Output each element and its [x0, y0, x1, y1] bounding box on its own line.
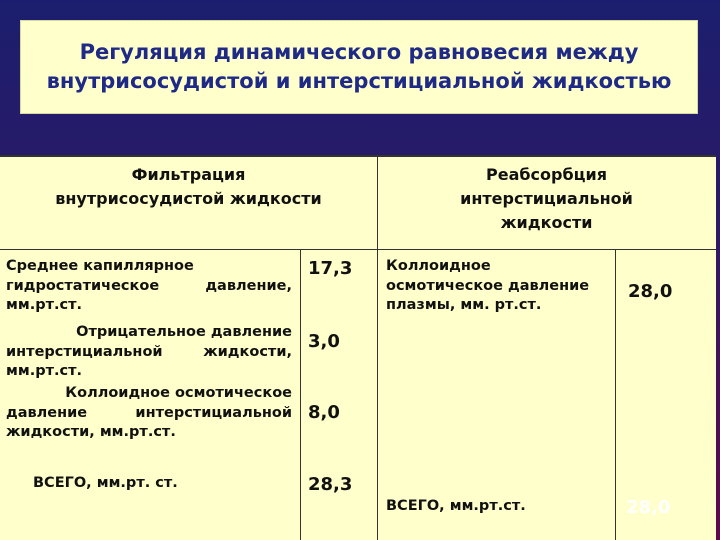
reabsorption-item-label: Коллоидное осмотическое давление плазмы, мм. рт.ст. [386, 258, 590, 313]
reabsorption-total-label: ВСЕГО, мм.рт.ст. [386, 498, 526, 514]
filtration-item-1-value: 17,3 [308, 258, 353, 279]
table-divider-right-values [615, 250, 616, 540]
filtration-total-value: 28,3 [308, 474, 353, 495]
filtration-total-label: ВСЕГО, мм.рт. ст. [33, 475, 178, 491]
table-divider-left-values [300, 250, 301, 540]
filtration-header: Фильтрация внутрисосудистой жидкости [55, 165, 322, 208]
title-box [20, 20, 698, 114]
reabsorption-header: Реабсорбция интерстициальной жидкости [460, 165, 633, 232]
slide-title: Регуляция динамического равновесия между внутрисосудистой и интерстициальной жидкостью [46, 40, 672, 93]
filtration-item-2-label: Отрицательное давление интерстициальной жидкости, мм.рт.ст. [6, 324, 292, 379]
filtration-item-2-value: 3,0 [308, 331, 340, 352]
table-header-divider [0, 249, 716, 250]
filtration-item-1-label: Среднее капиллярное гидростатическое давление, мм.рт.ст. [6, 258, 292, 313]
reabsorption-item-value: 28,0 [628, 281, 673, 302]
filtration-item-3-value: 8,0 [308, 402, 340, 423]
reabsorption-total-value: 28,0 [626, 497, 671, 518]
pressure-table [0, 155, 716, 540]
filtration-item-3-label: Коллоидное осмотическое давление интерстициальной жидкости, мм.рт.ст. [6, 385, 292, 440]
